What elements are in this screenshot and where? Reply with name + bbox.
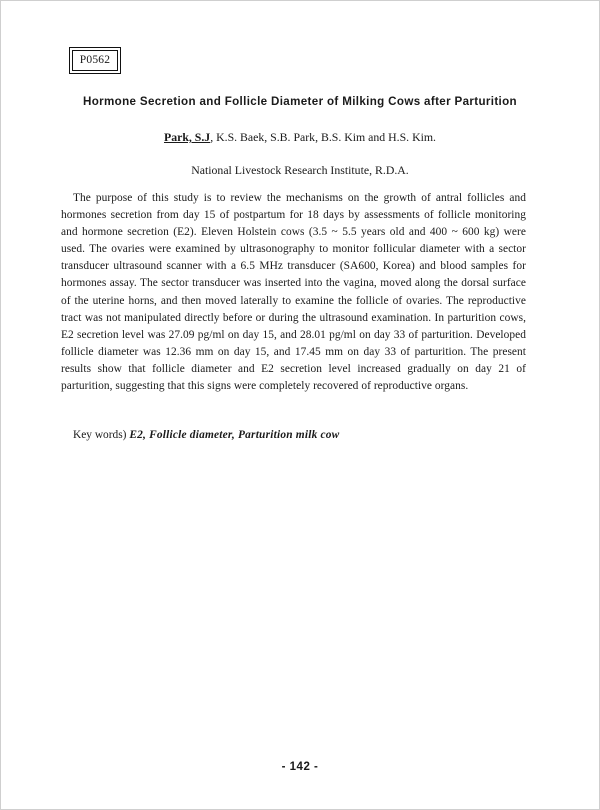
affiliation: National Livestock Research Institute, R.D.A. <box>191 163 409 177</box>
keywords-values: E2, Follicle diameter, Parturition milk cow <box>129 429 340 441</box>
author-line <box>0 130 600 145</box>
abstract-body: The purpose of this study is to review the mechanisms on the growth of antral follicles and hormones secretion from day 15 of postpartum for 18 days by assessments of follicle monitoring and hormone secretion (E2). Eleven Holstein cows (3.5 ~ 5.5 years old and 400 ~ 600 kg) were used. The ovaries were examined by ultrasonography to monitor follicular diameter with a sector transducer ultrasound scanner with a 6.5 MHz transducer (SA600, Korea) and blood samples for hormones assay. The sector transducer was inserted into the vagina, moved along the dorsal surface of the uterine horns, and then moved laterally to examine the follicle of ovaries. The reproductive tract was not manipulated directly before or during the ultrasound examination. In parturition cows, E2 secretion level was 27.09 pg/ml on day 15, and 28.01 pg/ml on day 33 of parturition. Developed follicle diameter was 12.36 mm on day 15, and 17.45 mm on day 33 of parturition. The present results show that follicle diameter and E2 secretion level increased gradually on day 21 of parturition, suggesting that this signs were completely recovered of reproductive organs. <box>61 192 526 393</box>
co-authors: , K.S. Baek, S.B. Park, B.S. Kim and H.S. Kim. <box>210 130 436 144</box>
paper-title: Hormone Secretion and Follicle Diameter of Milking Cows after Parturition <box>83 95 517 108</box>
page-number: - 142 - <box>281 761 319 773</box>
keywords-label: Key words) <box>73 429 130 441</box>
presenting-author: Park, S.J <box>163 130 211 144</box>
paper-code-box: P0562 <box>72 50 118 71</box>
keywords-line <box>73 429 339 441</box>
